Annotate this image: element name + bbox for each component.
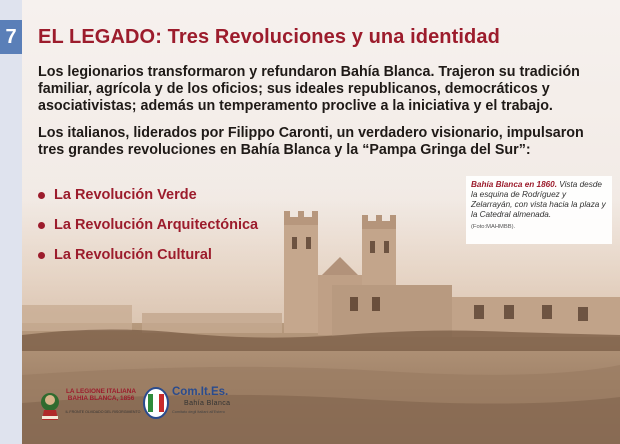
- legione-logo-title: LA LEGIONE ITALIANA BAHIA BLANCA, 1856: [66, 388, 136, 402]
- comites-logo-icon: [142, 386, 170, 420]
- side-strip: [0, 0, 22, 444]
- caption-body: Vista desde la esquina de Rodríguez y Zelarrayán, con vista hacia la plaza y la Catedral almenada.: [471, 180, 606, 219]
- intro-paragraph: Los legionarios transformaron y refundaron Bahía Blanca. Trajeron su tradición familiar, agrícola y de los oficios; sus ideales republicanos, democráticos y asociativistas; además un temperamento proclive a la iniciativa y el trabajo.: [38, 64, 580, 114]
- list-item: [38, 210, 258, 240]
- revolution-label: La Revolución Cultural: [54, 247, 212, 263]
- comites-logo-city: Bahía Blanca: [184, 400, 231, 407]
- page-title: EL LEGADO: Tres Revoluciones y una identidad: [38, 26, 500, 48]
- bullet-icon: [38, 192, 45, 199]
- revolution-label: La Revolución Verde: [54, 187, 197, 203]
- comites-logo-title: Com.It.Es.: [172, 386, 229, 398]
- bullet-icon: [38, 252, 45, 259]
- legione-logo-subtitle: IL FRONTE OLVIDADO DEL RISORGIMENTO: [65, 410, 141, 414]
- caption-credit: (Foto:MAHMBB).: [471, 224, 516, 230]
- list-item: [38, 180, 258, 210]
- leaders-paragraph: Los italianos, liderados por Filippo Caronti, un verdadero visionario, impulsaron tres grandes revoluciones en Bahía Blanca y la “Pampa Gringa del Sur”:: [38, 125, 584, 158]
- caption-text: [471, 180, 607, 220]
- revolution-label: La Revolución Arquitectónica: [54, 217, 259, 233]
- comites-logo-subtitle: Comitato degli Italiani all'Estero: [172, 410, 225, 414]
- photo-caption: [466, 176, 612, 244]
- page-number: 7: [0, 20, 22, 54]
- bullet-icon: [38, 222, 45, 229]
- list-item: [38, 240, 258, 270]
- revolutions-list: [38, 180, 258, 270]
- caption-title: Bahía Blanca en 1860.: [471, 180, 558, 189]
